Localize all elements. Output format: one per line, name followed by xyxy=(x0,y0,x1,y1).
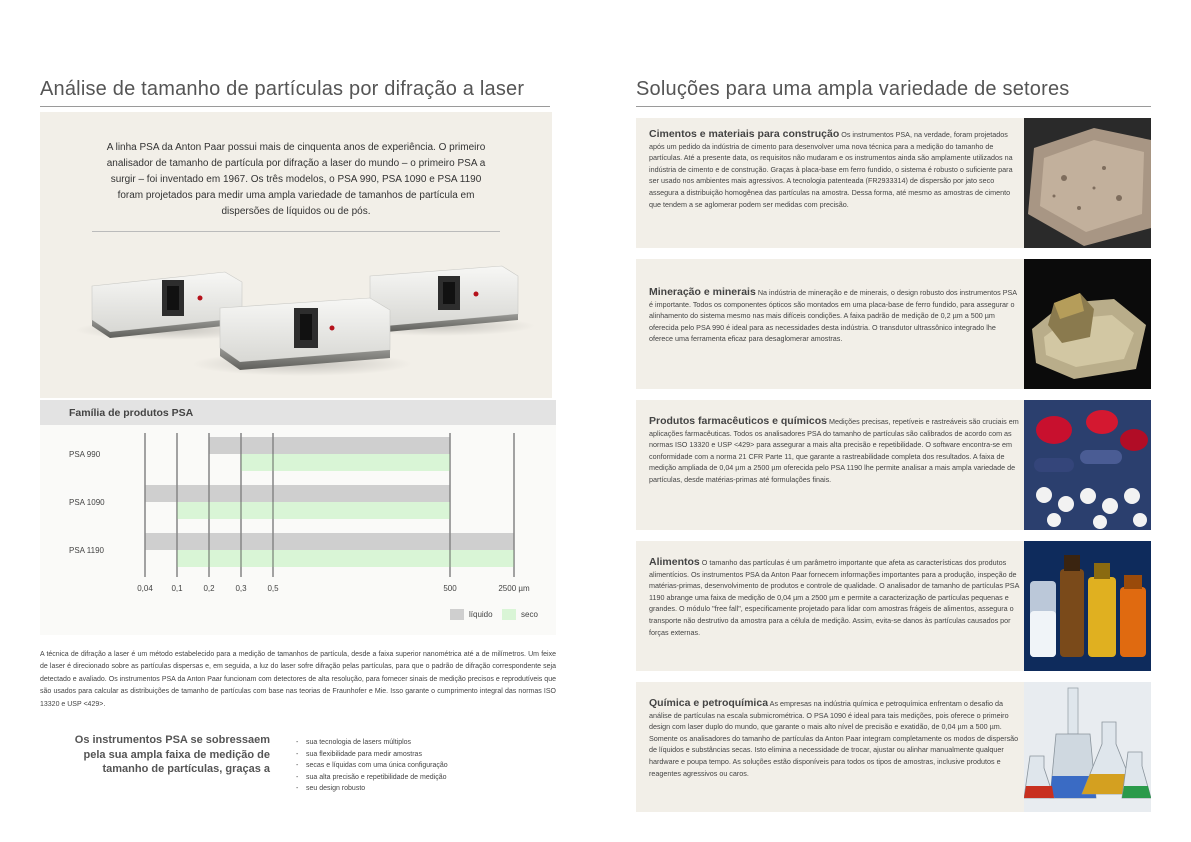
product-family-header xyxy=(40,400,556,425)
legend-label: seco xyxy=(521,610,538,619)
sector-body: Os instrumentos PSA, na verdade, foram projetados após um pedido da indústria de cimento para desenvolver uma nova técnica para a medição do tamanho de partículas. Até a presente data, os requisitos não mudaram e os instrumentos ainda são amplamente utilizados na indústria de cimento e de construção. Graças à placa-base em ferro fundido, o sistema é robusto o suficiente para ser usado nos ambientes mais agressivos. A tecnologia patenteada (FR2933314) de dispersão por jato seco assegura a distribuição homogênea das partículas na amostra. Dessa forma, até mesmo as amostras de cimento que tendem a se aglomerar podem ser medidas com precisão. xyxy=(649,130,1013,209)
cement-photo xyxy=(1024,118,1151,248)
tick-label: 0,5 xyxy=(267,584,279,593)
sector-mining xyxy=(636,259,1151,389)
lab-flasks-photo xyxy=(1024,682,1151,812)
divider xyxy=(92,231,500,232)
legend-swatch xyxy=(450,609,464,620)
category-label: PSA 1190 xyxy=(69,546,104,555)
range-bar-líquido xyxy=(209,437,450,454)
range-bar-seco xyxy=(241,454,450,471)
list-item: - seu design robusto xyxy=(296,783,556,795)
sector-title: Produtos farmacêuticos e químicos xyxy=(649,415,827,427)
legend-label: líquido xyxy=(469,610,493,619)
intro-panel xyxy=(40,112,552,398)
sector-text xyxy=(649,698,1019,779)
intro-text: A linha PSA da Anton Paar possui mais de cinquenta anos de experiência. O primeiro analisador de tamanho de partícula por difração a laser do mundo – o primeiro PSA a surgir – foi inventado em 1967. Os três modelos, o PSA 990, PSA 1090 e PSA 1190 foram projetados para medir uma ampla variedade de tamanhos de partícula em dispersões de líquidos ou de pós. xyxy=(106,142,486,217)
range-bar-seco xyxy=(177,502,450,519)
sector-chemistry xyxy=(636,682,1151,812)
legend-swatch xyxy=(502,609,516,620)
sector-title: Cimentos e materiais para construção xyxy=(649,128,840,140)
sector-text xyxy=(649,287,1019,345)
tick-label: 0,04 xyxy=(137,584,153,593)
tick-label: 2500 µm xyxy=(498,584,530,593)
sector-title: Alimentos xyxy=(649,556,700,568)
sector-body: As empresas na indústria química e petroquímica enfrentam o desafio da análise de partículas na escala submicrométrica. O PSA 1090 é ideal para tais medições, pois oferece o primeiro design com laser duplo do mundo, que garante o mais alto nível de precisão e exatidão, de 0,04 µm a 500 µm. Somente os analisadores do tamanho de partículas da Anton Paar integram completamente os modos de dispersão de líquidos e substâncias secas. Isto elimina a necessidade de trocar, ajustar ou alinhar manualmente qualquer hardware e poupa tempo. As soluções estão disponíveis para todos os tipos de amostras, inclusive produtos e reagentes agressivos ou caros. xyxy=(649,699,1019,778)
tick-label: 0,1 xyxy=(171,584,183,593)
tick-label: 0,3 xyxy=(235,584,247,593)
food-bottles-photo xyxy=(1024,541,1151,671)
feature-list xyxy=(296,737,556,795)
sector-title: Química e petroquímica xyxy=(649,697,769,709)
left-page-title: Análise de tamanho de partículas por difração a laser xyxy=(40,78,550,107)
range-bar-líquido xyxy=(145,533,514,550)
mineral-photo xyxy=(1024,259,1151,389)
callout-text: Os instrumentos PSA se sobressaem pela sua ampla faixa de medição de tamanho de partículas, graças a xyxy=(74,734,270,775)
list-item: - sua flexibilidade para medir amostras xyxy=(296,749,556,761)
sector-title: Mineração e minerais xyxy=(649,286,756,298)
sector-body: Medições precisas, repetíveis e rastreáveis são cruciais em aplicações farmacêuticas. Todos os analisadores PSA do tamanho de partículas são calibrados de acordo com as normas ISO 13320 e USP <429> para assegurar a mais alta precisão e repetibilidade. O software encontra-se em conformidade com a norma 21 CFR Parte 11, que garante a rastreabilidade completa dos resultados. A faixa de medição ampliada de 0,04 µm a 2500 µm oferecida pelo PSA 1190 lhe permite analisar a mais ampla variedade de partículas, desde matérias-primas até formulações finais. xyxy=(649,417,1019,484)
psa-instruments-image xyxy=(40,246,552,396)
sector-text xyxy=(649,129,1019,210)
list-item: - sua alta precisão e repetibilidade de medição xyxy=(296,772,556,784)
sector-text xyxy=(649,557,1019,638)
list-item: - sua tecnologia de lasers múltiplos xyxy=(296,737,556,749)
category-label: PSA 1090 xyxy=(69,498,105,507)
measurement-range-chart xyxy=(40,425,556,635)
list-item: - secas e líquidas com uma única configuração xyxy=(296,760,556,772)
sector-body: O tamanho das partículas é um parâmetro importante que afeta as características dos produtos alimentícios. Os instrumentos PSA da Anton Paar fornecem informações importantes para a produção, inspeção de matérias-primas, desenvolvimento de produtos e controle de qualidade. O analisador de tamanho de partículas PSA 1190 abrange uma faixa de medição de 0,04 µm a 2500 µm e permite a caracterização de partículas pequenas e grandes. O módulo "free fall", especificamente projetado para lidar com amostras frágeis de alimentos, assegura o transporte não destrutivo da amostra para a célula de medição. Assim, evita-se danos às partículas causados por forças externas. xyxy=(649,558,1019,637)
sector-food xyxy=(636,541,1151,671)
sector-text xyxy=(649,416,1019,486)
sector-pharma xyxy=(636,400,1151,530)
laser-diffraction-paragraph: A técnica de difração a laser é um método estabelecido para a medição de tamanhos de partícula, desde a faixa superior nanométrica até a de milímetros. Um feixe de laser é direcionado sobre as partículas dispersas e, em seguida, a luz do laser sofre difração pelas partículas, para que o padrão de difração correspondente seja detectado e avaliado. Os instrumentos PSA da Anton Paar funcionam com detectores de alta resolução, para fornecer sinais de medição precisos e reprodutíveis que são usados para calcular as distribuições de tamanho de partículas com base nas teorias de Fraunhofer e Mie. Isso garante o cumprimento integral das normas ISO 13320 e USP <429>. xyxy=(40,651,556,708)
tick-label: 500 xyxy=(443,584,457,593)
range-bar-seco xyxy=(177,550,514,567)
sector-body: Na indústria de mineração e de minerais, o design robusto dos instrumentos PSA é importante. Todos os componentes ópticos são montados em uma placa-base de ferro fundido, para assegurar o alinhamento do sistema mesmo nas mais difíceis condições. A faixa padrão de medição de 0,2 µm a 500 µm oferecida pelo PSA 990 é ideal para as necessidades desta indústria. O transdutor ultrassônico integrado lhe oferece uma ferramenta eficaz para desaglomerar amostras. xyxy=(649,288,1017,344)
tick-label: 0,2 xyxy=(203,584,215,593)
sector-cement xyxy=(636,118,1151,248)
range-bar-líquido xyxy=(145,485,450,502)
pills-photo xyxy=(1024,400,1151,530)
product-family-title: Família de produtos PSA xyxy=(69,407,194,419)
category-label: PSA 990 xyxy=(69,450,101,459)
right-page-title: Soluções para uma ampla variedade de setores xyxy=(636,78,1151,107)
